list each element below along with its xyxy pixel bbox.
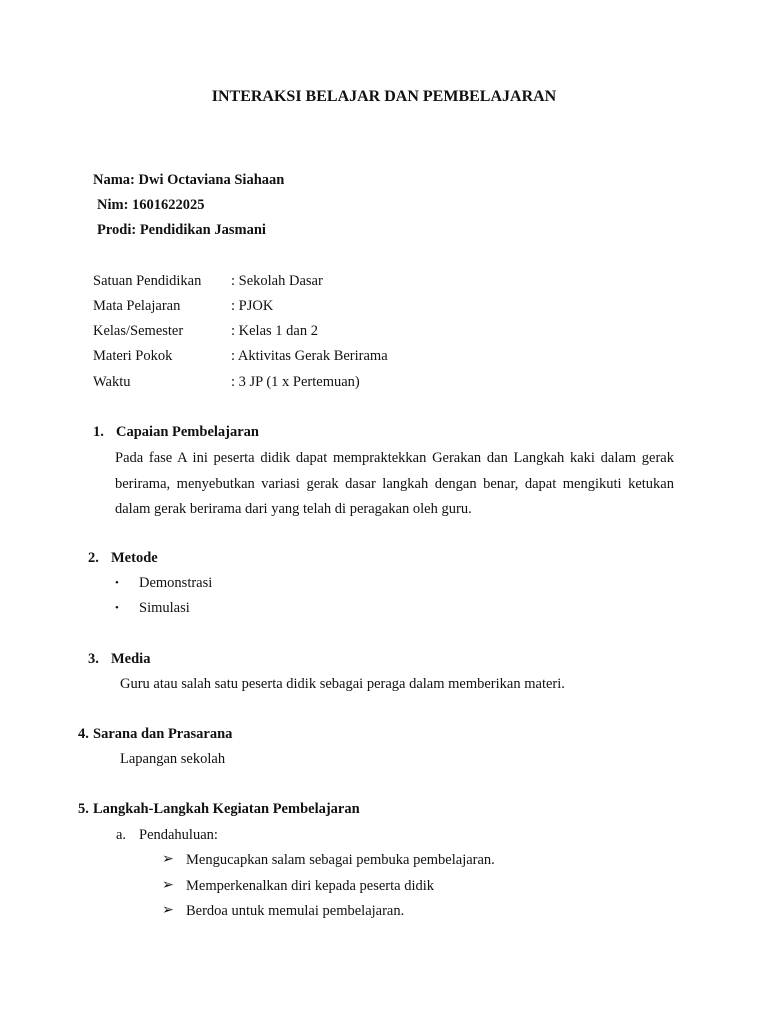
student-nim: Nim: 1601622025 <box>97 197 205 213</box>
info-label: Kelas/Semester <box>93 323 184 339</box>
sarana-text: Lapangan sekolah <box>120 751 226 767</box>
pendahuluan-item: Berdoa untuk memulai pembelajaran. <box>186 903 405 919</box>
section-4-number: 4. <box>78 726 89 742</box>
student-prodi: Prodi: Pendidikan Jasmani <box>97 222 266 238</box>
section-4-heading: Sarana dan Prasarana <box>93 726 233 742</box>
metode-item: Simulasi <box>139 600 190 616</box>
info-label: Materi Pokok <box>93 348 173 364</box>
pendahuluan-item: Memperkenalkan diri kepada peserta didik <box>186 878 435 894</box>
arrow-bullet-icon: ➢ <box>162 903 174 918</box>
section-2-number: 2. <box>88 550 99 566</box>
info-label: Mata Pelajaran <box>93 298 181 314</box>
student-name: Nama: Dwi Octaviana Siahaan <box>93 172 285 188</box>
info-value: : 3 JP (1 x Pertemuan) <box>231 374 360 390</box>
section-3-number: 3. <box>88 651 99 667</box>
media-text: Guru atau salah satu peserta didik sebagai peraga dalam memberikan materi. <box>120 676 565 692</box>
info-label: Satuan Pendidikan <box>93 273 202 289</box>
info-label: Waktu <box>93 374 131 390</box>
document-title: INTERAKSI BELAJAR DAN PEMBELAJARAN <box>211 88 557 105</box>
section-1-heading: Capaian Pembelajaran <box>116 424 259 440</box>
info-value: : Aktivitas Gerak Berirama <box>231 348 388 364</box>
arrow-bullet-icon: ➢ <box>162 852 174 867</box>
section-5-heading: Langkah-Langkah Kegiatan Pembelajaran <box>93 801 360 817</box>
bullet-icon: • <box>115 602 119 614</box>
metode-item: Demonstrasi <box>139 575 213 591</box>
bullet-icon: • <box>115 577 119 589</box>
section-2-heading: Metode <box>111 550 158 566</box>
pendahuluan-item: Mengucapkan salam sebagai pembuka pembelajaran. <box>186 852 495 868</box>
info-value: : Sekolah Dasar <box>231 273 323 289</box>
info-value: : Kelas 1 dan 2 <box>231 323 318 339</box>
section-3-heading: Media <box>111 651 151 667</box>
capaian-paragraph: Pada fase A ini peserta didik dapat mempraktekkan Gerakan dan Langkah kaki dalam gerak berirama, menyebutkan variasi gerak dasar langkah dengan benar, dapat mengikuti ketukan dalam gerak berirama dari yang telah di peragakan oleh guru. <box>115 450 674 517</box>
subsection-letter: a. <box>116 827 127 843</box>
subsection-heading: Pendahuluan: <box>139 827 218 843</box>
arrow-bullet-icon: ➢ <box>162 878 174 893</box>
section-1-number: 1. <box>93 424 104 440</box>
section-5-number: 5. <box>78 801 89 817</box>
info-value: : PJOK <box>231 298 274 314</box>
